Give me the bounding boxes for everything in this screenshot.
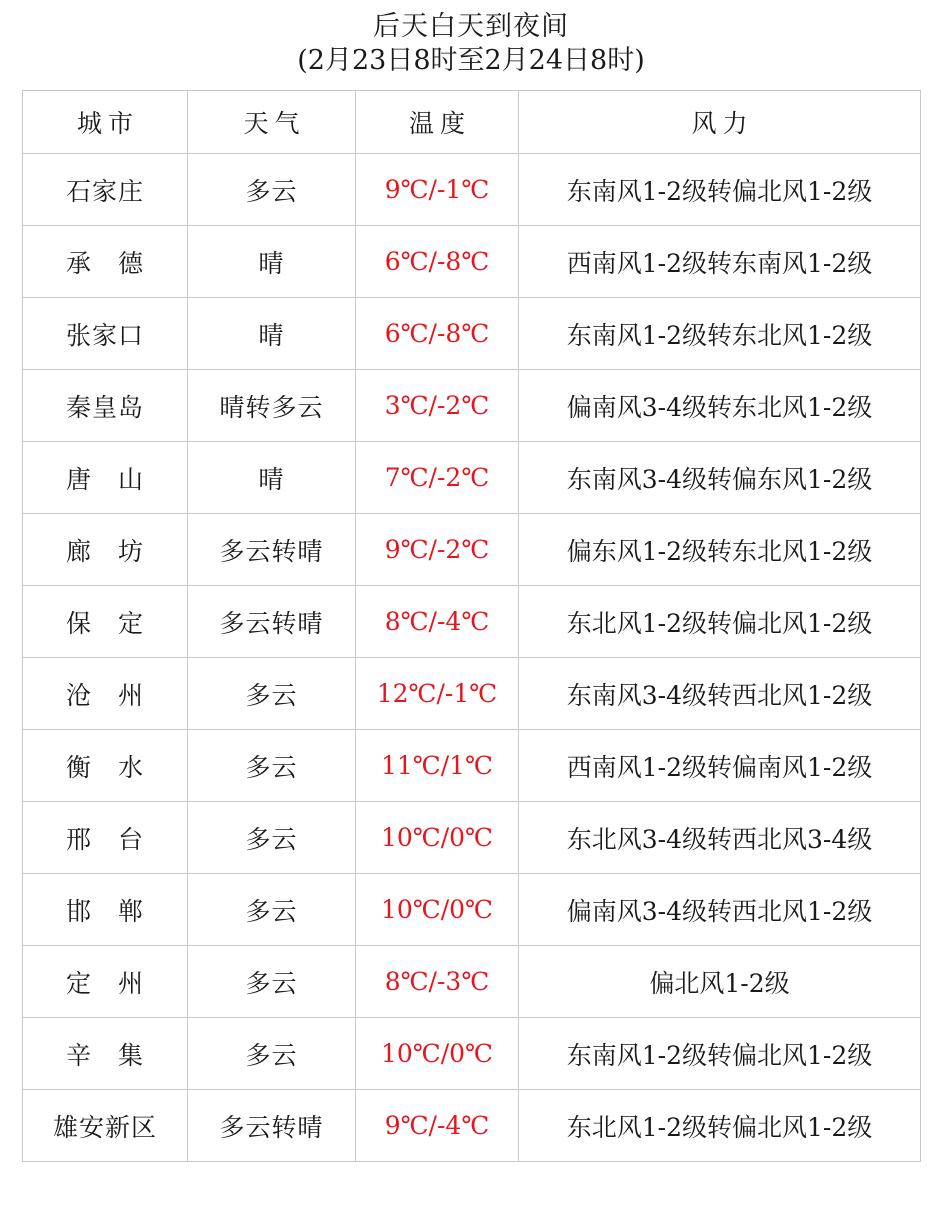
title-subtitle: (2月23日8时至2月24日8时) (297, 45, 645, 76)
cell-wind: 东南风1-2级转偏北风1-2级 (519, 1018, 921, 1090)
title-main: 后天白天到夜间 (373, 11, 569, 42)
cell-wind: 偏南风3-4级转东北风1-2级 (519, 370, 921, 442)
cell-weather: 多云 (188, 802, 356, 874)
cell-weather: 多云转晴 (188, 586, 356, 658)
table-row (23, 586, 921, 658)
cell-wind: 东北风1-2级转偏北风1-2级 (519, 1090, 921, 1162)
cell-weather: 多云 (188, 730, 356, 802)
table-row (23, 946, 921, 1018)
table-body (23, 154, 921, 1162)
cell-wind: 偏南风3-4级转西北风1-2级 (519, 874, 921, 946)
table-row (23, 802, 921, 874)
cell-temperature: 8℃/-3℃ (356, 946, 519, 1018)
cell-city: 邯 郸 (23, 874, 188, 946)
cell-temperature: 8℃/-4℃ (356, 586, 519, 658)
cell-temperature: 10℃/0℃ (356, 1018, 519, 1090)
cell-city: 秦皇岛 (23, 370, 188, 442)
page-title (22, 10, 920, 78)
cell-wind: 东南风1-2级转东北风1-2级 (519, 298, 921, 370)
column-header-temperature: 温度 (356, 91, 519, 154)
table-row (23, 298, 921, 370)
cell-weather: 多云 (188, 874, 356, 946)
weather-table (22, 90, 921, 1162)
column-header-weather: 天气 (188, 91, 356, 154)
cell-temperature: 12℃/-1℃ (356, 658, 519, 730)
cell-wind: 东南风1-2级转偏北风1-2级 (519, 154, 921, 226)
table-row (23, 442, 921, 514)
cell-city: 定 州 (23, 946, 188, 1018)
cell-weather: 多云转晴 (188, 1090, 356, 1162)
cell-temperature: 9℃/-2℃ (356, 514, 519, 586)
cell-city: 石家庄 (23, 154, 188, 226)
cell-wind: 偏东风1-2级转东北风1-2级 (519, 514, 921, 586)
cell-weather: 晴 (188, 442, 356, 514)
table-row (23, 514, 921, 586)
cell-temperature: 10℃/0℃ (356, 802, 519, 874)
cell-city: 张家口 (23, 298, 188, 370)
cell-wind: 西南风1-2级转东南风1-2级 (519, 226, 921, 298)
cell-wind: 西南风1-2级转偏南风1-2级 (519, 730, 921, 802)
cell-city: 承 德 (23, 226, 188, 298)
cell-weather: 晴 (188, 226, 356, 298)
table-header (23, 91, 921, 154)
cell-temperature: 3℃/-2℃ (356, 370, 519, 442)
cell-city: 雄安新区 (23, 1090, 188, 1162)
column-header-wind: 风力 (519, 91, 921, 154)
cell-city: 保 定 (23, 586, 188, 658)
cell-temperature: 11℃/1℃ (356, 730, 519, 802)
table-row (23, 874, 921, 946)
table-header-row (23, 91, 921, 154)
cell-wind: 东南风3-4级转西北风1-2级 (519, 658, 921, 730)
cell-weather: 多云 (188, 946, 356, 1018)
cell-wind: 东南风3-4级转偏东风1-2级 (519, 442, 921, 514)
cell-wind: 东北风3-4级转西北风3-4级 (519, 802, 921, 874)
cell-city: 唐 山 (23, 442, 188, 514)
cell-city: 邢 台 (23, 802, 188, 874)
cell-weather: 多云转晴 (188, 514, 356, 586)
cell-city: 廊 坊 (23, 514, 188, 586)
cell-wind: 偏北风1-2级 (519, 946, 921, 1018)
cell-wind: 东北风1-2级转偏北风1-2级 (519, 586, 921, 658)
cell-weather: 多云 (188, 658, 356, 730)
table-row (23, 658, 921, 730)
cell-temperature: 9℃/-1℃ (356, 154, 519, 226)
cell-city: 沧 州 (23, 658, 188, 730)
cell-weather: 晴转多云 (188, 370, 356, 442)
table-row (23, 154, 921, 226)
cell-temperature: 6℃/-8℃ (356, 226, 519, 298)
cell-weather: 多云 (188, 1018, 356, 1090)
cell-temperature: 7℃/-2℃ (356, 442, 519, 514)
cell-temperature: 6℃/-8℃ (356, 298, 519, 370)
table-row (23, 1090, 921, 1162)
cell-weather: 晴 (188, 298, 356, 370)
cell-temperature: 10℃/0℃ (356, 874, 519, 946)
table-row (23, 1018, 921, 1090)
cell-city: 衡 水 (23, 730, 188, 802)
table-row (23, 226, 921, 298)
column-header-city: 城市 (23, 91, 188, 154)
cell-weather: 多云 (188, 154, 356, 226)
table-row (23, 730, 921, 802)
table-row (23, 370, 921, 442)
cell-temperature: 9℃/-4℃ (356, 1090, 519, 1162)
cell-city: 辛 集 (23, 1018, 188, 1090)
